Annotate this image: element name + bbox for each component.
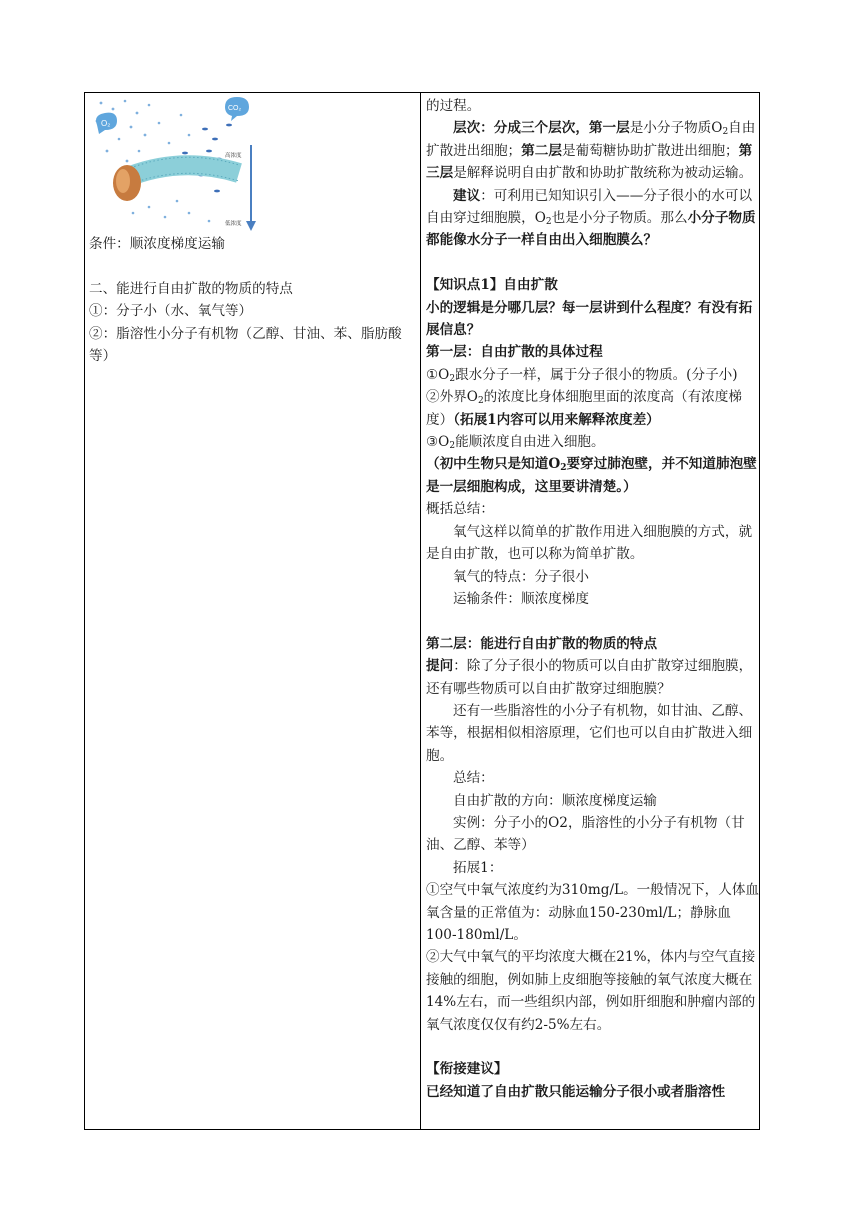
levels-text-4: 是解释说明自由扩散和协助扩散统称为被动运输。 [453,165,753,182]
question-paragraph [426,655,760,700]
section2-title: 二、能进行自由扩散的物质的特点 [89,280,293,297]
o2-subscript: 2 [449,441,456,452]
o2-feature: 氧气的特点：分子很小 [453,568,589,585]
levels-text-1: 是小分子物质O [629,120,723,137]
suggestion-question: 小分子物质都能像水分子一样自由出入细胞膜么？ [426,210,756,249]
levels-paragraph [426,117,760,184]
layer1-item-3-b: 能顺浓度自由进入细胞。 [455,434,605,451]
summary-label: 概括总结： [426,501,494,518]
membrane-diffusion-figure [89,95,259,235]
knowledge-point-title: 【知识点1】自由扩散 [426,277,558,294]
o2-subscript: 2 [722,127,729,138]
right-column [426,95,760,1103]
third-level-label: 第三层 [426,142,753,182]
condition-text: 条件：顺浓度梯度运输 [89,236,225,252]
o2-subscript: 2 [449,373,456,384]
layer1-item-1-b: 跟水分子一样，属于分子很小的物质。(分子小) [455,366,738,383]
bridge-text: 已经知道了自由扩散只能运输分子很小或者脂溶性 [426,1083,726,1100]
o2-bubble-label: O₂ [101,119,111,128]
layer1-item-2-note: （拓展1内容可以用来解释浓度差） [453,411,660,428]
column-divider [420,93,421,1129]
levels-text-3: 是葡萄糖协助扩散进出细胞； [561,142,739,159]
question-label: 提问 [426,658,454,675]
extension-label: 拓展1： [453,859,503,876]
direction-text: 自由扩散的方向：顺浓度梯度运输 [453,792,657,809]
answer-paragraph: 还有一些脂溶性的小分子有机物，如甘油、乙醇、苯等，根据相似相溶原理，它们也可以自由扩散进入细胞。 [426,702,753,764]
layer1-item-2-a: ②外界O [426,389,478,406]
example-text: 实例：分子小的O2，脂溶性的小分子有机物（甘油、乙醇、苯等） [426,814,745,854]
levels-text-2: 自由扩散进出细胞； [426,120,756,159]
co2-bubble-label: CO₂ [228,105,242,112]
question-text: ：除了分子很小的物质可以自由扩散穿过细胞膜，还有哪些物质可以自由扩散穿过细胞膜？ [426,658,753,697]
left-column [89,93,415,367]
layer1-note-a: （初中生物只是知道O [426,456,561,473]
feature-item-2: ②：脂溶性小分子有机物（乙醇、甘油、苯、脂肪酸等） [89,325,402,365]
bridge-title: 【衔接建议】 [426,1061,508,1078]
suggestion-paragraph [426,185,760,252]
layer2-title: 第二层：能进行自由扩散的物质的特点 [426,635,658,652]
layer1-item-1-a: ①O [426,366,450,383]
transport-condition: 运输条件：顺浓度梯度 [453,590,589,607]
layer1-item-1 [426,364,760,386]
summary-text: 氧气这样以简单的扩散作用进入细胞膜的方式，就是自由扩散，也可以称为简单扩散。 [426,523,753,563]
suggestion-label: 建议 [453,187,481,204]
extension-item-1: ①空气中氧气浓度约为310mg/L。一般情况下，人体血氧含量的正常值为：动脉血150-230ml/L；静脉血100-180ml/L。 [426,882,760,943]
membrane-illustration [89,95,259,235]
o2-subscript: 2 [545,217,552,228]
knowledge-point-question: 小的逻辑是分哪几层？每一层讲到什么程度？有没有拓展信息？ [426,299,753,339]
levels-label: 层次：分成三个层次，第一层 [453,120,630,137]
layer1-note [426,453,760,498]
low-concentration-label: 低浓度 [225,221,242,227]
layer1-note-b: 要穿过肺泡壁，并不知道肺泡壁是一层细胞构成，这里要讲清楚。） [426,456,757,495]
high-concentration-label: 高浓度 [225,153,242,159]
o2-subscript: 2 [477,396,484,407]
suggestion-text-1: ：可利用已知知识引入——分子很小的水可以自由穿过细胞膜，O [426,187,753,227]
suggestion-text-2: 也是小分子物质。那么 [551,210,688,227]
layer1-item-2-b: 的浓度比身体细胞里面的浓度高（有浓度梯度） [426,389,742,428]
process-end-text: 的过程。 [426,98,481,114]
o2-subscript: 2 [560,463,567,474]
second-level-label: 第二层 [521,142,562,159]
summary2-label: 总结： [453,770,494,787]
extension-item-2: ②大气中氧气的平均浓度大概在21%，体内与空气直接接触的细胞，例如肺上皮细胞等接触的氧气浓度大概在14%左右，而一些组织内部，例如肝细胞和肿瘤内部的氧气浓度仅仅有约2-5%左右。 [426,949,756,1033]
feature-item-1: ①：分子小（水、氧气等） [89,303,253,320]
layer1-item-2 [426,386,760,431]
layer1-item-3 [426,431,760,453]
layer1-item-3-a: ③O [426,434,450,451]
lesson-table [84,92,760,1130]
layer1-title: 第一层：自由扩散的具体过程 [426,344,603,361]
